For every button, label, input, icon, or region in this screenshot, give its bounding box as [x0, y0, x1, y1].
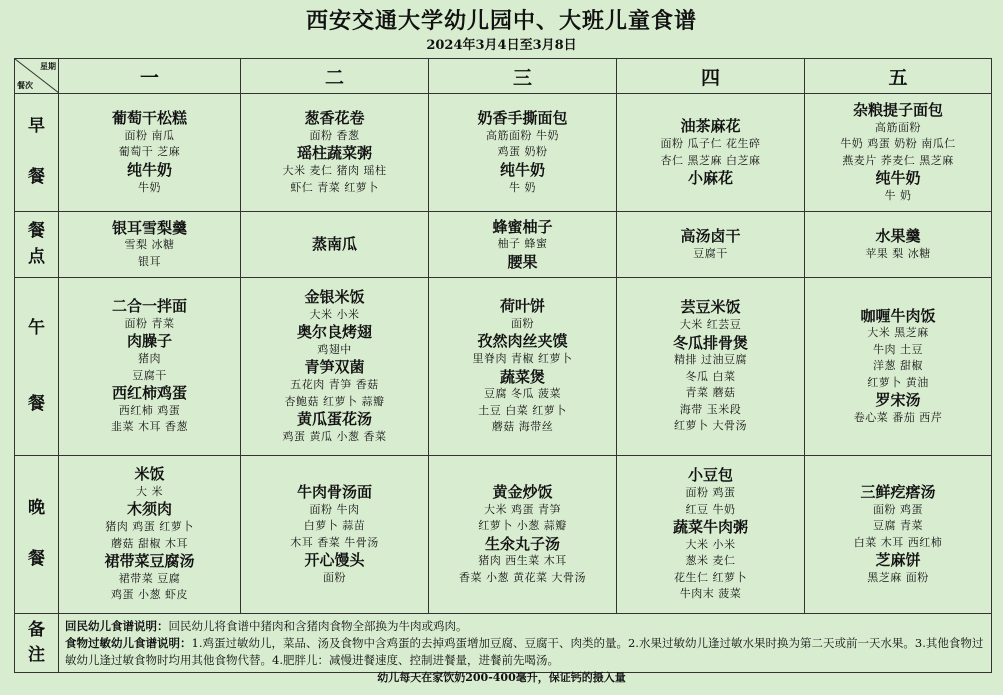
dish-ingredients: 面粉 瓜子仁 花生碎 — [660, 137, 761, 150]
dish-name: 奥尔良烤翅 — [296, 323, 372, 341]
dish-name: 米饭 — [134, 465, 165, 484]
corner-cell — [15, 59, 59, 94]
page-title: 西安交通大学幼儿园中、大班儿童食谱 — [305, 8, 697, 34]
dish-name: 瑶柱蔬菜粥 — [296, 144, 372, 163]
dish-ingredients: 鸡蛋 黄瓜 小葱 香菜 — [282, 429, 387, 443]
dish-ingredients: 面粉 鸡蛋 — [873, 502, 923, 516]
menu-cell-lunch-day2 — [241, 278, 429, 456]
menu-cell-breakfast-day3 — [429, 94, 617, 212]
dish-name: 蔬菜煲 — [499, 367, 545, 386]
date-range: 2024年3月4日至3月8日 — [426, 38, 577, 53]
dish-ingredients: 豆腐干 — [693, 246, 728, 260]
day-header-4: 四 — [617, 59, 805, 94]
dish-name: 黄瓜蛋花汤 — [296, 410, 372, 428]
dish-name: 木须肉 — [126, 500, 172, 519]
notes-content — [59, 614, 992, 673]
dish-ingredients: 蘑菇 甜椒 木耳 — [111, 536, 188, 550]
dish-ingredients: 高筋面粉 — [875, 120, 921, 134]
dish-ingredients: 红萝卜 大骨汤 — [674, 419, 747, 433]
menu-cell-snack-day1 — [59, 212, 241, 278]
dish-name: 蔬菜牛肉粥 — [672, 518, 748, 536]
menu-cell-dinner-day1 — [59, 456, 241, 614]
menu-cell-dinner-day4 — [617, 456, 805, 614]
menu-cell-snack-day2 — [241, 212, 429, 278]
notes-label: 备 注 — [15, 614, 59, 673]
menu-cell-lunch-day1 — [59, 278, 241, 456]
day-header-5: 五 — [805, 59, 992, 94]
dish-ingredients: 黑芝麻 面粉 — [867, 570, 929, 584]
menu-cell-breakfast-day1 — [59, 94, 241, 212]
dish-name: 纯牛奶 — [126, 160, 172, 179]
dish-name: 蒸南瓜 — [311, 235, 357, 254]
dish-ingredients: 柚子 蜂蜜 — [497, 237, 548, 251]
menu-table — [14, 58, 992, 673]
menu-cell-dinner-day3 — [429, 456, 617, 614]
dish-ingredients: 银耳 — [138, 254, 161, 268]
dish-name: 开心馒头 — [304, 551, 365, 569]
dish-name: 冬瓜排骨煲 — [672, 333, 748, 352]
dish-ingredients: 面粉 — [511, 316, 534, 330]
dish-name: 小豆包 — [687, 466, 733, 485]
menu-cell-breakfast-day5 — [805, 94, 992, 212]
dish-name: 蜂蜜柚子 — [492, 217, 553, 236]
dish-name: 罗宋汤 — [875, 391, 921, 410]
dish-name: 小麻花 — [687, 169, 733, 187]
dish-ingredients: 大米 红芸豆 — [679, 318, 742, 331]
menu-cell-snack-day5 — [805, 212, 992, 278]
dish-ingredients: 牛肉 土豆 — [873, 342, 923, 356]
dish-name: 金银米饭 — [304, 287, 365, 306]
day-header-3: 三 — [429, 59, 617, 94]
menu-cell-lunch-day3 — [429, 278, 617, 456]
dish-ingredients: 冬瓜 白菜 — [685, 369, 736, 383]
dish-ingredients: 面粉 鸡蛋 — [685, 486, 736, 499]
menu-cell-snack-day4 — [617, 212, 805, 278]
dish-ingredients: 大米 麦仁 猪肉 瑶柱 — [282, 164, 387, 177]
dish-name: 荷叶饼 — [499, 297, 545, 316]
dish-ingredients: 杏鲍菇 红萝卜 蒜瓣 — [284, 394, 385, 408]
dish-name: 芝麻饼 — [875, 551, 921, 569]
dish-ingredients: 猪肉 — [138, 352, 161, 366]
day-header-2: 二 — [241, 59, 429, 94]
dish-name: 纯牛奶 — [875, 169, 921, 187]
dish-ingredients: 葱米 麦仁 — [685, 554, 736, 568]
dish-ingredients: 蘑菇 海带丝 — [491, 420, 554, 434]
dish-ingredients: 洋葱 甜椒 — [873, 359, 923, 373]
dish-name: 肉臊子 — [126, 332, 172, 351]
dish-name: 三鲜疙瘩汤 — [860, 482, 936, 501]
dish-ingredients: 土豆 白菜 红萝卜 — [478, 403, 567, 417]
corner-meal-label: 餐次 — [17, 80, 33, 90]
dish-ingredients: 面粉 香葱 — [309, 128, 360, 142]
dish-name: 纯牛奶 — [499, 160, 545, 179]
dish-name: 黄金炒饭 — [492, 482, 553, 501]
dish-ingredients: 猪肉 鸡蛋 红萝卜 — [105, 520, 194, 534]
menu-cell-lunch-day4 — [617, 278, 805, 456]
dish-name: 孜然肉丝夹馍 — [477, 332, 568, 351]
dish-ingredients: 鸡蛋 奶粉 — [497, 145, 548, 159]
dish-ingredients: 韭菜 木耳 香葱 — [111, 420, 188, 434]
dish-name: 油茶麻花 — [680, 117, 741, 136]
dish-ingredients: 大米 鸡蛋 青笋 — [484, 502, 561, 516]
menu-cell-lunch-day5 — [805, 278, 992, 456]
dish-ingredients: 鸡蛋 小葱 虾皮 — [111, 588, 188, 602]
dish-ingredients: 香菜 小葱 黄花菜 大骨汤 — [459, 570, 586, 584]
dish-ingredients: 燕麦片 荞麦仁 黑芝麻 — [842, 153, 954, 167]
dish-name: 高汤卤干 — [680, 226, 741, 245]
menu-cell-dinner-day5 — [805, 456, 992, 614]
meal-row-dinner — [15, 456, 992, 614]
allergy-note-text: 1.鸡蛋过敏幼儿，菜品、汤及食物中含鸡蛋的去掉鸡蛋增加豆腐、豆腐干、肉类的量。2.水果过敏幼儿逢过敏水果时换为第二天或前一天水果。3.其他食物过敏幼儿逢过敏食物时均用其他食物代替。4.肥胖儿：减慢进餐速度、控制进餐量，进餐前先喝汤。 — [65, 635, 984, 667]
corner-weekday-label: 星期 — [40, 61, 56, 71]
footer-note: 幼儿每天在家饮奶200-400毫升，保证钙的摄入量 — [377, 671, 626, 684]
day-header-1: 一 — [59, 59, 241, 94]
meal-label-breakfast: 早 餐 — [15, 94, 59, 212]
dish-ingredients: 苹果 梨 冰糖 — [865, 246, 931, 260]
dish-ingredients: 牛奶 — [138, 180, 161, 194]
dish-ingredients: 大米 小米 — [309, 307, 360, 321]
dish-name: 二合一拌面 — [111, 297, 187, 316]
dish-ingredients: 里脊肉 青椒 红萝卜 — [472, 352, 573, 366]
meal-row-breakfast — [15, 94, 992, 212]
notes-row — [15, 614, 992, 673]
dish-ingredients: 高筋面粉 牛奶 — [486, 128, 559, 142]
dish-name: 腰果 — [507, 252, 538, 271]
hui-note-text: 回民幼儿将食谱中猪肉和含猪肉食物全部换为牛肉或鸡肉。 — [168, 618, 468, 633]
header-row — [15, 59, 992, 94]
dish-ingredients: 面粉 青菜 — [124, 316, 175, 330]
dish-ingredients: 虾仁 青菜 红萝卜 — [290, 180, 379, 194]
dish-name: 生氽丸子汤 — [484, 534, 560, 553]
dish-ingredients: 红萝卜 小葱 蒜瓣 — [478, 519, 567, 532]
dish-ingredients: 卷心菜 番茄 西芹 — [853, 411, 943, 424]
dish-ingredients: 牛 奶 — [509, 180, 536, 194]
dish-name: 杂粮提子面包 — [852, 100, 943, 119]
dish-ingredients: 大 米 — [136, 484, 163, 498]
dish-ingredients: 白菜 木耳 西红柿 — [853, 535, 943, 549]
dish-name: 西红柿鸡蛋 — [111, 384, 187, 403]
allergy-note-title: 食物过敏幼儿食谱说明： — [65, 635, 192, 650]
dish-ingredients: 猪肉 西生菜 木耳 — [478, 554, 567, 568]
dish-name: 葡萄干松糕 — [111, 109, 187, 127]
dish-ingredients: 豆腐干 — [132, 368, 167, 382]
dish-name: 青笋双菌 — [304, 358, 365, 377]
menu-cell-breakfast-day4 — [617, 94, 805, 212]
dish-ingredients: 葡萄干 芝麻 — [118, 145, 181, 159]
dish-ingredients: 青菜 蘑菇 — [685, 386, 736, 400]
dish-name: 葱香花卷 — [304, 109, 365, 127]
menu-cell-dinner-day2 — [241, 456, 429, 614]
dish-ingredients: 牛肉末 菠菜 — [679, 587, 742, 601]
meal-label-dinner: 晚 餐 — [15, 456, 59, 614]
meal-label-snack: 餐 点 — [15, 212, 59, 278]
dish-ingredients: 花生仁 红萝卜 — [674, 570, 747, 584]
dish-ingredients: 大米 小米 — [685, 537, 736, 551]
dish-ingredients: 面粉 牛肉 — [309, 502, 360, 516]
dish-name: 裙带菜豆腐汤 — [104, 552, 195, 571]
dish-name: 奶香手撕面包 — [477, 109, 568, 127]
dish-ingredients: 面粉 — [323, 570, 346, 584]
dish-ingredients: 雪梨 冰糖 — [124, 238, 175, 252]
dish-ingredients: 木耳 香菜 牛骨汤 — [290, 535, 379, 549]
meal-row-snack — [15, 212, 992, 278]
dish-ingredients: 裙带菜 豆腐 — [118, 571, 181, 585]
dish-ingredients: 豆腐 冬瓜 菠菜 — [484, 387, 561, 401]
meal-row-lunch — [15, 278, 992, 456]
dish-ingredients: 牛 奶 — [884, 188, 912, 202]
dish-ingredients: 豆腐 青菜 — [873, 519, 923, 532]
dish-name: 芸豆米饭 — [680, 298, 741, 317]
dish-ingredients: 大米 黑芝麻 — [867, 326, 929, 340]
dish-ingredients: 红萝卜 黄油 — [867, 375, 929, 389]
dish-name: 银耳雪梨羹 — [111, 218, 187, 237]
dish-name: 咖喱牛肉饭 — [860, 306, 936, 325]
dish-name: 水果羹 — [875, 226, 921, 245]
dish-name: 牛肉骨汤面 — [296, 482, 372, 501]
dish-ingredients: 杏仁 黑芝麻 白芝麻 — [660, 153, 761, 167]
dish-ingredients: 精排 过油豆腐 — [674, 353, 747, 367]
dish-ingredients: 西红柿 鸡蛋 — [118, 403, 181, 417]
dish-ingredients: 面粉 南瓜 — [124, 128, 175, 142]
dish-ingredients: 海带 玉米段 — [679, 402, 742, 416]
dish-ingredients: 牛奶 鸡蛋 奶粉 南瓜仁 — [840, 137, 956, 150]
dish-ingredients: 红豆 牛奶 — [685, 502, 736, 516]
dish-ingredients: 五花肉 青笋 香菇 — [290, 378, 379, 391]
dish-ingredients: 鸡翅中 — [317, 342, 352, 356]
menu-cell-breakfast-day2 — [241, 94, 429, 212]
hui-note-title: 回民幼儿食谱说明： — [65, 618, 169, 633]
menu-cell-snack-day3 — [429, 212, 617, 278]
meal-label-lunch: 午 餐 — [15, 278, 59, 456]
dish-ingredients: 白萝卜 蒜苗 — [303, 519, 366, 532]
